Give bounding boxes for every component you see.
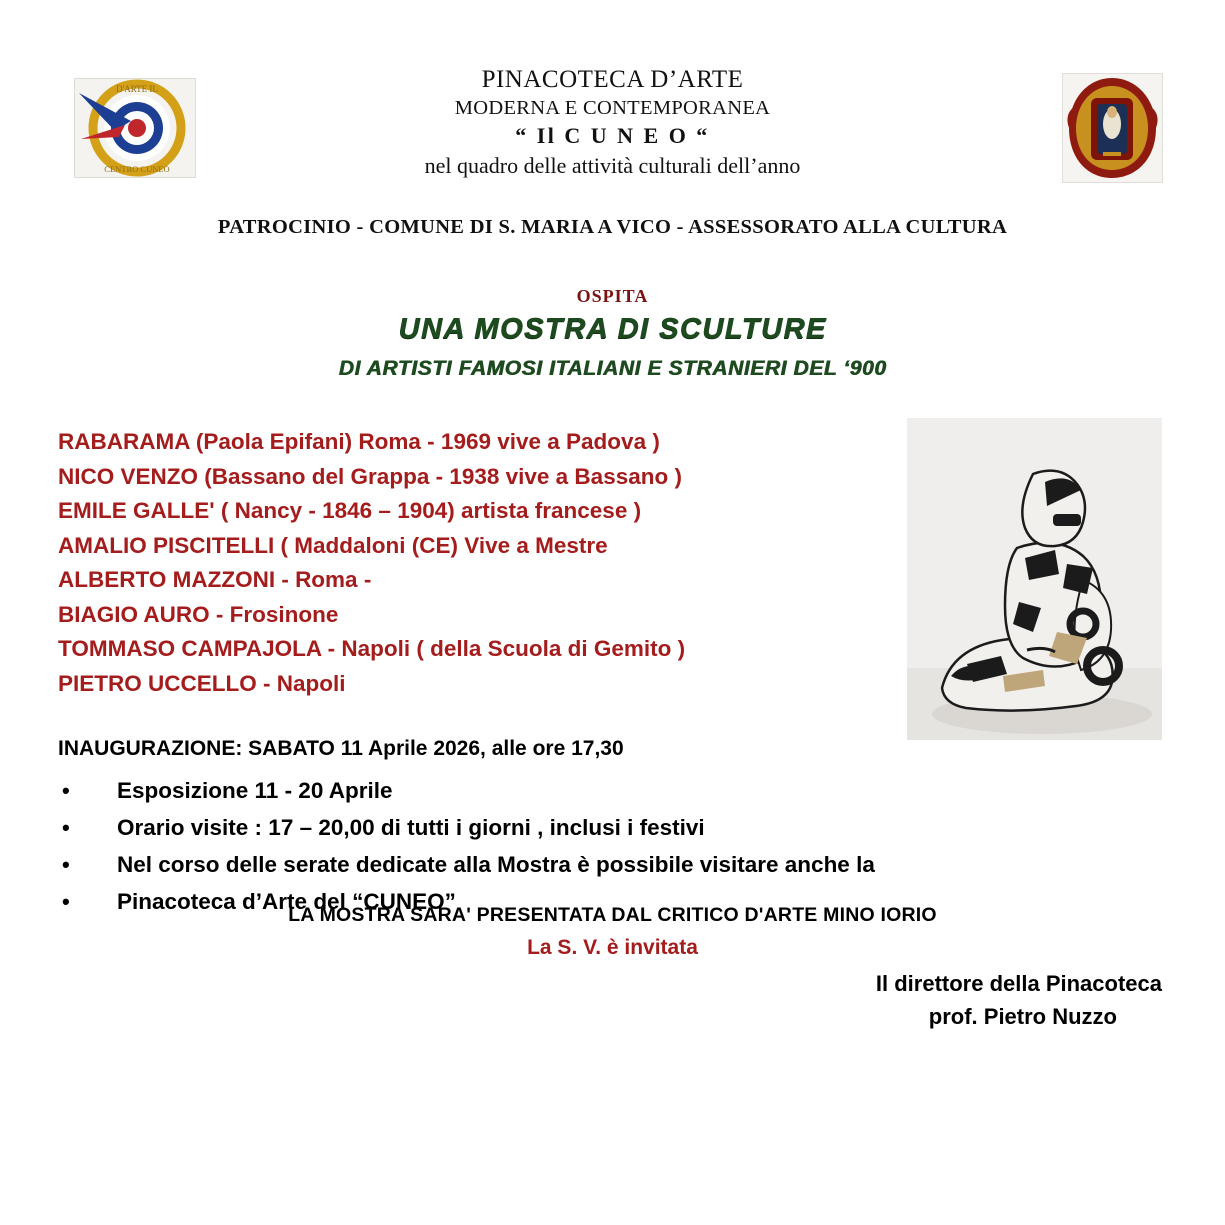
inauguration-line: INAUGURAZIONE: SABATO 11 Aprile 2026, alle ore 17,30 (58, 737, 624, 760)
header-text-block (0, 66, 1225, 181)
list-item: ALBERTO MAZZONI - Roma - (58, 567, 372, 592)
svg-text:CENTRO CUNEO: CENTRO CUNEO (104, 164, 170, 174)
critic-presentation-line: LA MOSTRA SARAʹ PRESENTATA DAL CRITICO DʹARTE MINO IORIO (288, 904, 937, 926)
list-item: BIAGIO AURO - Frosinone (58, 601, 339, 627)
list-item: AMALIO PISCITELLI ( Maddaloni (CE) Vive a Mestre (58, 532, 608, 558)
list-item: TOMMASO CAMPAJOLA - Napoli ( della Scuola di Gemito ) (58, 636, 686, 661)
artists-list (58, 425, 898, 701)
exhibition-title: UNA MOSTRA DI SCULTURE (398, 313, 827, 345)
signature-block (0, 967, 1162, 1033)
list-item: • Pinacoteca d’Arte del “CUNEO” (58, 883, 1138, 920)
ospita-label: OSPITA (576, 286, 649, 306)
info-bullets (58, 772, 1138, 920)
list-item: • Orario visite : 17 – 20,00 di tutti i giorni , inclusi i festivi (58, 809, 1138, 846)
signature-role: Il direttore della Pinacoteca (875, 971, 1162, 996)
exhibition-subtitle: DI ARTISTI FAMOSI ITALIANI E STRANIERI DEL ‘900 (338, 357, 887, 380)
header-line-4: nel quadro delle attività culturali dell’anno (424, 153, 801, 179)
list-item: PIETRO UCCELLO - Napoli (58, 670, 346, 696)
list-item: RABARAMA (Paola Epifani) Roma - 1969 vive a Padova ) (58, 429, 660, 454)
header-line-3: “ Il C U N E O “ (515, 123, 710, 149)
rabarama-sculpture-photo (907, 418, 1162, 740)
list-item: NICO VENZO (Bassano del Grappa - 1938 vive a Bassano ) (58, 463, 682, 489)
svg-text:D'ARTE IL: D'ARTE IL (116, 84, 158, 94)
signature-name: prof. Pietro Nuzzo (928, 1004, 1117, 1029)
list-item: • Nel corso delle serate dedicate alla Mostra è possibile visitare anche la (58, 846, 1138, 883)
invitation-line: La S. V. è invitata (527, 936, 698, 959)
list-item: • Esposizione 11 - 20 Aprile (58, 772, 1138, 809)
header-line-1: PINACOTECA D’ARTE (481, 66, 744, 93)
patrocinio-line: PATROCINIO - COMUNE DI S. MARIA A VICO - ASSESSORATO ALLA CULTURA (217, 216, 1008, 238)
list-item: EMILE GALLEʹ ( Nancy - 1846 – 1904) artista francese ) (58, 498, 642, 523)
header (0, 0, 1225, 190)
header-line-2: MODERNA E CONTEMPORANEA (454, 96, 771, 119)
